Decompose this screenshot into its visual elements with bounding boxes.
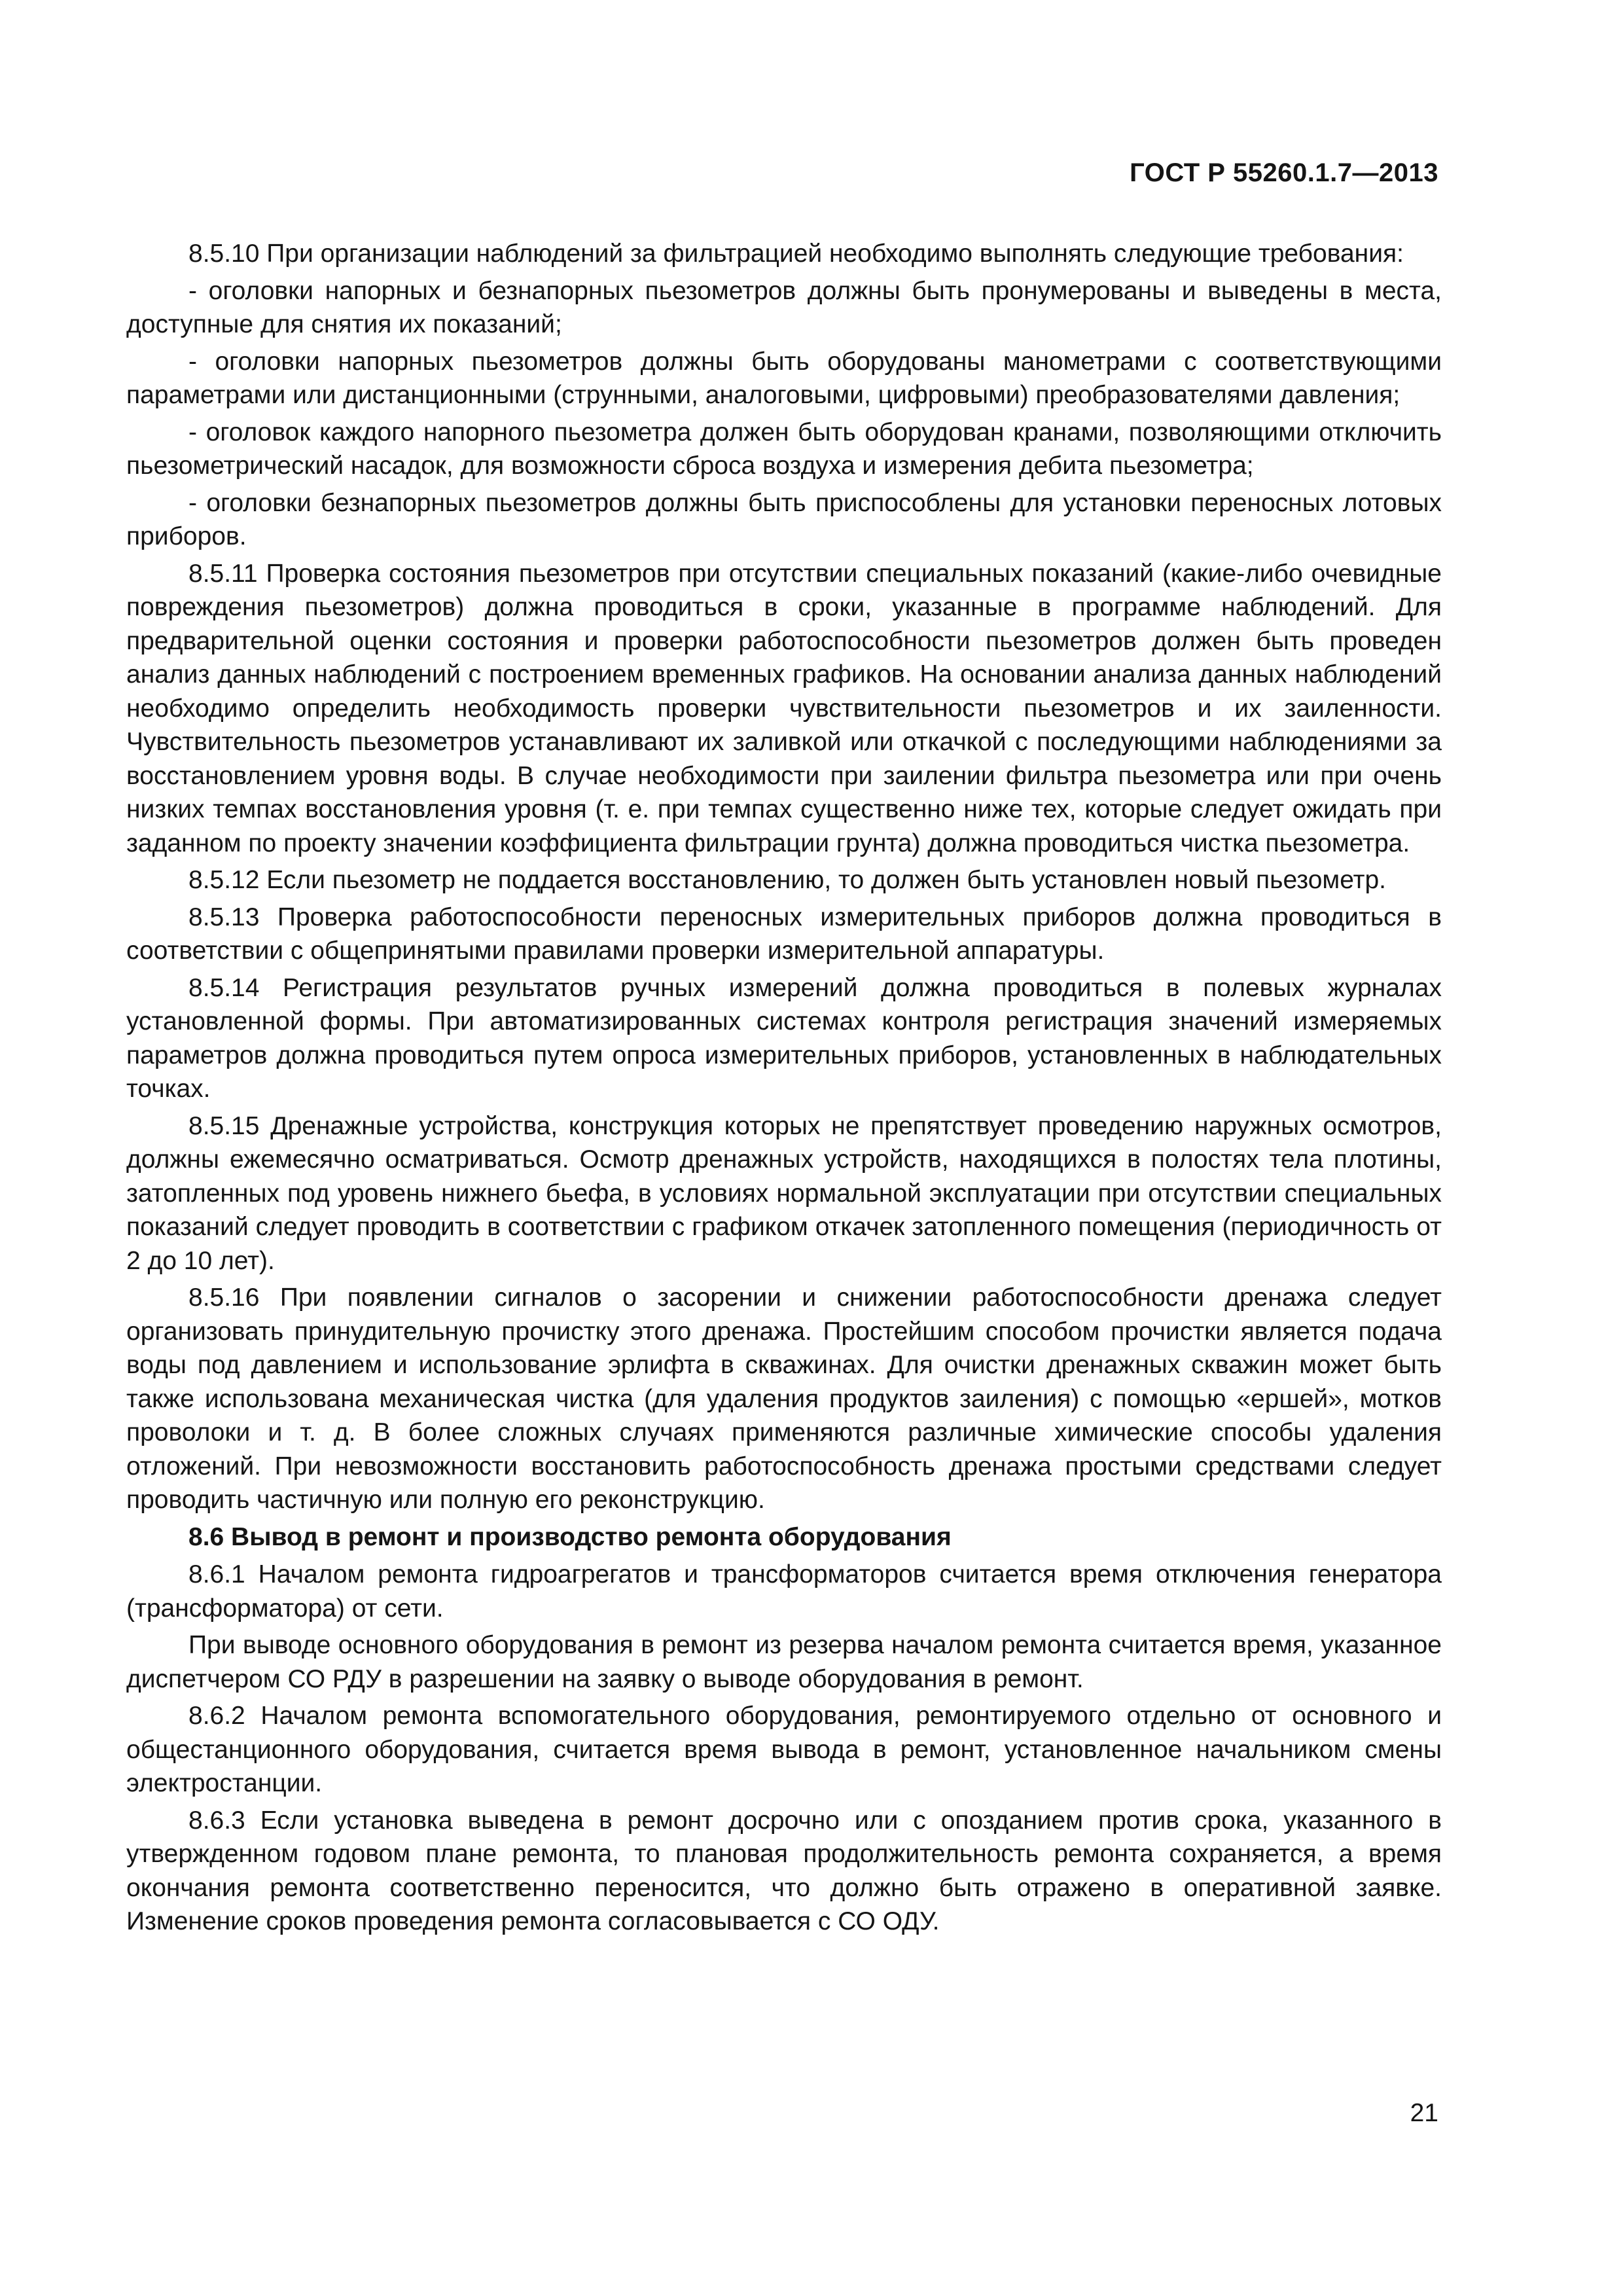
paragraph-8-5-13: 8.5.13 Проверка работоспособности переносных измерительных приборов должна проводиться в соответствии с общепринятыми правилами проверки измерительной аппаратуры. [126, 903, 1442, 965]
paragraph-8-5-11: 8.5.11 Проверка состояния пьезометров при отсутствии специальных показаний (какие-либо очевидные повреждения пьезометров) должна проводиться в сроки, указанные в программе наблюдений. Для предварительной оценки состояния и проверки работоспособности пьезометров должен быть проведен анализ данных наблюдений с построением временных графиков. На основании анализа данных наблюдений необходимо определить необходимость проверки чувствительности пьезометров и их заиленности. Чувствительность пьезометров устанавливают их заливкой или откачкой с последующими наблюдениями за восстановлением уровня воды. В случае необходимости при заилении фильтра пьезометра или при очень низких темпах восстановления уровня (т. е. при темпах существенно ниже тех, которые следует ожидать при заданном по проекту значении коэффициента фильтрации грунта) должна проводиться чистка пьезометра. [126, 559, 1442, 857]
paragraph-8-5-14: 8.5.14 Регистрация результатов ручных измерений должна проводиться в полевых журналах установленной формы. При автоматизированных системах контроля регистрация значений измеряемых параметров должна проводиться путем опроса измерительных приборов, установленных в наблюдательных точках. [126, 973, 1442, 1103]
list-item: - оголовки безнапорных пьезометров должны быть приспособлены для установки переносных лотовых приборов. [126, 488, 1442, 550]
section-heading-8-6: 8.6 Вывод в ремонт и производство ремонта оборудования [188, 1522, 952, 1551]
page-number: 21 [1410, 2099, 1438, 2127]
paragraph-8-6-1: 8.6.1 Началом ремонта гидроагрегатов и трансформаторов считается время отключения генератора (трансформатора) от сети. [126, 1560, 1442, 1623]
list-item: - оголовок каждого напорного пьезометра должен быть оборудован кранами, позволяющими отключить пьезометрический насадок, для возможности сброса воздуха и измерения дебита пьезометра; [126, 418, 1442, 480]
paragraph-8-5-16: 8.5.16 При появлении сигналов о засорении и снижении работоспособности дренажа следует организовать принудительную прочистку этого дренажа. Простейшим способом прочистки является подача воды под давлением и использование эрлифта в скважинах. Для очистки дренажных скважин может быть также использована механическая чистка (для удаления продуктов заиления) с помощью «ершей», мотков проволоки и т. д. В более сложных случаях применяются различные химические способы удаления отложений. При невозможности восстановить работоспособность дренажа простыми средствами следует проводить частичную или полную его реконструкцию. [126, 1283, 1442, 1514]
list-item: - оголовки напорных и безнапорных пьезометров должны быть пронумерованы и выведены в места, доступные для снятия их показаний; [126, 276, 1442, 338]
paragraph-8-5-15: 8.5.15 Дренажные устройства, конструкция которых не препятствует проведению наружных осмотров, должны ежемесячно осматриваться. Осмотр дренажных устройств, находящихся в полостях тела плотины, затопленных под уровень нижнего бьефа, в условиях нормальной эксплуатации при отсутствии специальных показаний следует проводить в соответствии с графиком откачек затопленного помещения (периодичность от 2 до 10 лет). [126, 1111, 1442, 1275]
document-body [126, 237, 1442, 1942]
paragraph-8-6-2: 8.6.2 Началом ремонта вспомогательного оборудования, ремонтируемого отдельно от основного и общестанционного оборудования, считается время вывода в ремонт, установленное начальником смены электростанции. [126, 1702, 1442, 1797]
list-item: - оголовки напорных пьезометров должны быть оборудованы манометрами с соответствующими параметрами или дистанционными (струнными, аналоговыми, цифровыми) преобразователями давления; [126, 347, 1442, 409]
paragraph-8-6-3: 8.6.3 Если установка выведена в ремонт досрочно или с опозданием против срока, указанного в утвержденном годовом плане ремонта, то плановая продолжительность ремонта сохраняется, а время окончания ремонта соответственно переносится, что должно быть отражено в оперативной заявке. Изменение сроков проведения ремонта согласовывается с СО ОДУ. [126, 1806, 1442, 1935]
paragraph: При выводе основного оборудования в ремонт из резерва началом ремонта считается время, указанное диспетчером СО РДУ в разрешении на заявку о выводе оборудования в ремонт. [126, 1631, 1442, 1693]
standard-designation: ГОСТ Р 55260.1.7—2013 [1130, 158, 1438, 187]
paragraph-8-5-10: 8.5.10 При организации наблюдений за фильтрацией необходимо выполнять следующие требования: [188, 240, 1404, 268]
paragraph-8-5-12: 8.5.12 Если пьезометр не поддается восстановлению, то должен быть установлен новый пьезометр. [188, 866, 1387, 894]
